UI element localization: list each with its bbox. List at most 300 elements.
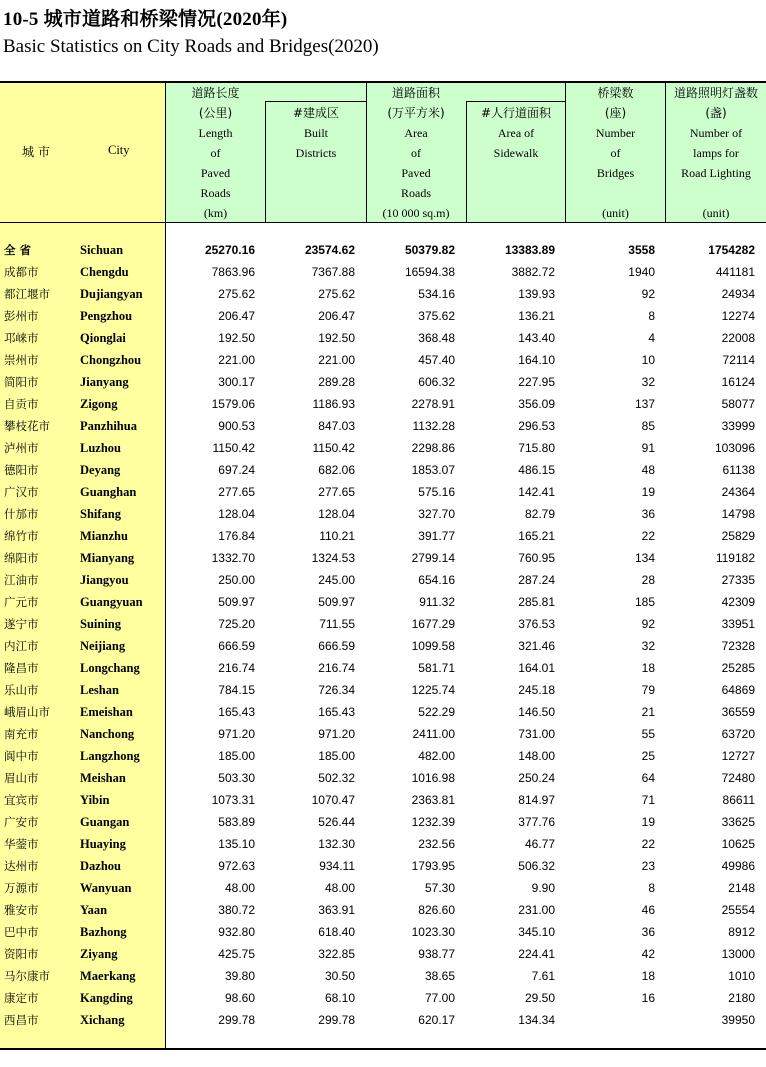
city-name-en: Guanghan <box>80 485 137 499</box>
city-name-cn: 江油市 <box>4 573 39 587</box>
cell-bridges: 25 <box>641 749 655 763</box>
cell-lamps: 24364 <box>721 485 755 499</box>
city-name-en: Nanchong <box>80 727 135 741</box>
cell-side: 356.09 <box>518 397 555 411</box>
city-name-cn: 自贡市 <box>4 397 39 411</box>
city-name-en: Guangan <box>80 815 130 829</box>
cell-built: 30.50 <box>324 969 355 983</box>
city-name-en: Jianyang <box>80 375 129 389</box>
cell-built: 275.62 <box>318 287 355 301</box>
cell-bridges: 32 <box>641 639 655 653</box>
city-name-en: Sichuan <box>80 243 124 257</box>
cell-area: 938.77 <box>418 947 455 961</box>
cell-area: 1677.29 <box>411 617 455 631</box>
city-name-cn: 乐山市 <box>4 683 39 697</box>
cell-built: 726.34 <box>318 683 355 697</box>
cell-built: 48.00 <box>324 881 355 895</box>
table-row <box>0 371 766 393</box>
cell-bridges: 18 <box>641 661 655 675</box>
bridges-unit-cn: (座) <box>604 106 627 120</box>
built-districts-en-1: Built <box>303 126 328 140</box>
cell-bridges: 134 <box>634 551 655 565</box>
city-name-cn: 达州市 <box>4 859 39 873</box>
city-name-en: Panzhihua <box>80 419 137 433</box>
cell-built: 1324.53 <box>311 551 355 565</box>
city-name-en: Meishan <box>80 771 126 785</box>
cell-area: 581.71 <box>418 661 455 675</box>
table-row <box>0 1009 766 1031</box>
city-name-en: Yibin <box>80 793 110 807</box>
table-row <box>0 635 766 657</box>
city-name-en: Maerkang <box>80 969 136 983</box>
cell-lamps: 441181 <box>715 265 755 279</box>
city-name-en: Pengzhou <box>80 309 133 323</box>
road-length-en-1: Length <box>198 126 233 140</box>
cell-bridges: 91 <box>641 441 655 455</box>
cell-side: 143.40 <box>518 331 555 345</box>
cell-area: 327.70 <box>418 507 455 521</box>
city-name-cn: 广元市 <box>4 595 39 609</box>
table-row <box>0 283 766 305</box>
cell-len: 1332.70 <box>211 551 255 565</box>
cell-side: 376.53 <box>518 617 555 631</box>
lamps-en-3: Road Lighting <box>681 166 751 180</box>
lamps-en-1: Number of <box>689 126 743 140</box>
road-area-en-3: Paved <box>401 166 431 180</box>
cell-area: 575.16 <box>418 485 455 499</box>
cell-area: 38.65 <box>424 969 455 983</box>
cell-built: 509.97 <box>318 595 355 609</box>
cell-area: 2278.91 <box>411 397 455 411</box>
cell-side: 224.41 <box>518 947 555 961</box>
cell-len: 39.80 <box>224 969 255 983</box>
cell-area: 522.29 <box>418 705 455 719</box>
cell-area: 1099.58 <box>411 639 455 653</box>
cell-lamps: 86611 <box>722 793 755 807</box>
cell-bridges: 22 <box>641 837 655 851</box>
cell-side: 142.41 <box>518 485 555 499</box>
city-name-en: Shifang <box>80 507 121 521</box>
page-title-cn: 10-5 城市道路和桥梁情况(2020年) <box>3 9 288 30</box>
city-name-cn: 都江堰市 <box>4 287 50 301</box>
cell-area: 826.60 <box>418 903 455 917</box>
cell-side: 165.21 <box>518 529 555 543</box>
cell-side: 3882.72 <box>511 265 555 279</box>
city-name-cn: 什邡市 <box>4 507 39 521</box>
cell-bridges: 22 <box>641 529 655 543</box>
city-name-en: Langzhong <box>80 749 140 763</box>
cell-built: 666.59 <box>318 639 355 653</box>
cell-area: 2411.00 <box>412 727 455 741</box>
header-bridges <box>566 83 665 223</box>
header-road-length <box>166 83 265 223</box>
table-row <box>0 987 766 1009</box>
cell-area: 1023.30 <box>411 925 455 939</box>
cell-built: 934.11 <box>319 859 355 873</box>
cell-bridges: 28 <box>641 573 655 587</box>
subheader-rule <box>265 101 366 102</box>
subheader-rule-2 <box>466 101 565 102</box>
cell-len: 666.59 <box>218 639 255 653</box>
lamps-cn: 道路照明灯盏数 <box>673 86 758 100</box>
cell-area: 1793.95 <box>411 859 455 873</box>
cell-area: 1016.98 <box>411 771 455 785</box>
table-row <box>0 613 766 635</box>
table-row <box>0 745 766 767</box>
cell-built: 299.78 <box>318 1013 355 1027</box>
cell-len: 206.47 <box>218 309 255 323</box>
cell-side: 250.24 <box>518 771 555 785</box>
cell-lamps: 25285 <box>721 661 755 675</box>
city-name-en: Chongzhou <box>80 353 142 367</box>
table-row <box>0 877 766 899</box>
cell-len: 725.20 <box>218 617 255 631</box>
cell-built: 363.91 <box>318 903 355 917</box>
sidewalk-en-2: Sidewalk <box>493 146 539 160</box>
cell-area: 1225.74 <box>411 683 455 697</box>
city-name-en: Qionglai <box>80 331 126 345</box>
sidewalk-cn: #人行道面积 <box>480 106 552 120</box>
bridges-en-1: Number <box>595 126 636 140</box>
cell-built: 971.20 <box>318 727 355 741</box>
cell-built: 502.32 <box>318 771 355 785</box>
table-row <box>0 393 766 415</box>
city-name-en: Zigong <box>80 397 118 411</box>
cell-side: 227.95 <box>518 375 555 389</box>
city-name-cn: 成都市 <box>4 265 39 279</box>
cell-area: 16594.38 <box>404 265 455 279</box>
cell-side: 814.97 <box>518 793 555 807</box>
cell-built: 1186.93 <box>312 397 355 411</box>
cell-lamps: 25554 <box>721 903 755 917</box>
cell-lamps: 72114 <box>722 353 755 367</box>
cell-lamps: 33625 <box>721 815 755 829</box>
cell-bridges: 185 <box>634 595 655 609</box>
cell-side: 13383.89 <box>504 243 555 257</box>
city-name-cn: 康定市 <box>4 991 39 1005</box>
cell-lamps: 63720 <box>721 727 755 741</box>
cell-side: 486.15 <box>518 463 555 477</box>
cell-bridges: 42 <box>641 947 655 961</box>
cell-built: 216.74 <box>318 661 355 675</box>
cell-lamps: 12727 <box>721 749 755 763</box>
city-name-en: Wanyuan <box>80 881 132 895</box>
cell-bridges: 10 <box>641 353 655 367</box>
cell-side: 377.76 <box>518 815 555 829</box>
city-name-en: Suining <box>80 617 122 631</box>
cell-len: 971.20 <box>218 727 255 741</box>
cell-built: 847.03 <box>318 419 355 433</box>
cell-built: 165.43 <box>318 705 355 719</box>
cell-len: 900.53 <box>218 419 255 433</box>
cell-len: 250.00 <box>218 573 255 587</box>
city-name-en: Longchang <box>80 661 140 675</box>
cell-lamps: 36559 <box>721 705 755 719</box>
city-name-cn: 雅安市 <box>4 903 39 917</box>
cell-built: 132.30 <box>318 837 355 851</box>
cell-len: 503.30 <box>218 771 255 785</box>
city-name-cn: 简阳市 <box>4 375 39 389</box>
cell-bridges: 92 <box>641 287 655 301</box>
cell-len: 697.24 <box>218 463 255 477</box>
road-length-unit-cn: (公里) <box>198 106 233 120</box>
cell-area: 620.17 <box>418 1013 455 1027</box>
city-name-cn: 彭州市 <box>4 309 39 323</box>
table-row <box>0 305 766 327</box>
cell-bridges: 92 <box>641 617 655 631</box>
cell-lamps: 33999 <box>721 419 755 433</box>
cell-area: 457.40 <box>418 353 455 367</box>
table-row <box>0 833 766 855</box>
table-row <box>0 415 766 437</box>
cell-bridges: 19 <box>641 815 655 829</box>
cell-area: 50379.82 <box>404 243 455 257</box>
cell-area: 77.00 <box>424 991 455 1005</box>
road-length-unit: (km) <box>203 206 228 220</box>
table-row <box>0 701 766 723</box>
bridges-unit: (unit) <box>602 206 629 220</box>
cell-bridges: 36 <box>641 925 655 939</box>
cell-built: 322.85 <box>318 947 355 961</box>
cell-side: 321.46 <box>518 639 555 653</box>
cell-built: 221.00 <box>318 353 355 367</box>
city-name-en: Dazhou <box>80 859 121 873</box>
cell-lamps: 42309 <box>721 595 755 609</box>
table-row <box>0 899 766 921</box>
cell-lamps: 24934 <box>721 287 755 301</box>
cell-lamps: 61138 <box>722 463 755 477</box>
page-title-en: Basic Statistics on City Roads and Bridges(2020) <box>3 36 379 57</box>
cell-bridges: 85 <box>641 419 655 433</box>
cell-area: 1132.28 <box>412 419 455 433</box>
sidewalk-en-1: Area of <box>497 126 535 140</box>
city-name-en: Yaan <box>80 903 108 917</box>
cell-len: 185.00 <box>218 749 255 763</box>
cell-bridges: 1940 <box>628 265 655 279</box>
cell-lamps: 25829 <box>721 529 755 543</box>
city-name-cn: 资阳市 <box>4 947 39 961</box>
cell-lamps: 1754282 <box>708 243 755 257</box>
header-built-districts <box>266 103 366 163</box>
cell-built: 618.40 <box>318 925 355 939</box>
table-row <box>0 525 766 547</box>
cell-bridges: 19 <box>641 485 655 499</box>
header-city-cn: 城 市 <box>22 145 50 159</box>
cell-lamps: 103096 <box>714 441 755 455</box>
city-name-cn: 德阳市 <box>4 463 39 477</box>
cell-side: 287.24 <box>518 573 555 587</box>
table-row <box>0 547 766 569</box>
cell-len: 784.15 <box>218 683 255 697</box>
cell-bridges: 8 <box>648 309 655 323</box>
cell-area: 375.62 <box>418 309 455 323</box>
cell-side: 245.18 <box>518 683 555 697</box>
cell-side: 296.53 <box>518 419 555 433</box>
cell-len: 192.50 <box>218 331 255 345</box>
cell-side: 46.77 <box>524 837 555 851</box>
cell-len: 98.60 <box>224 991 255 1005</box>
city-name-cn: 阆中市 <box>4 749 39 763</box>
city-name-cn: 峨眉山市 <box>4 705 50 719</box>
cell-len: 425.75 <box>218 947 255 961</box>
table-bottom-rule <box>0 1048 766 1050</box>
cell-lamps: 10625 <box>721 837 755 851</box>
road-length-en-2: of <box>210 146 221 160</box>
lamps-en-2: lamps for <box>693 146 739 160</box>
header-sidewalk <box>467 103 565 163</box>
city-name-cn: 内江市 <box>4 639 39 653</box>
cell-side: 82.79 <box>524 507 555 521</box>
cell-built: 206.47 <box>318 309 355 323</box>
header-city-en: City <box>108 143 130 157</box>
cell-len: 1579.06 <box>211 397 255 411</box>
bridges-cn: 桥梁数 <box>597 86 634 100</box>
cell-built: 711.55 <box>319 617 355 631</box>
cell-bridges: 4 <box>648 331 655 345</box>
cell-bridges: 46 <box>641 903 655 917</box>
cell-len: 380.72 <box>218 903 255 917</box>
cell-built: 1070.47 <box>311 793 355 807</box>
city-name-en: Bazhong <box>80 925 127 939</box>
cell-side: 285.81 <box>518 595 555 609</box>
cell-bridges: 16 <box>641 991 655 1005</box>
cell-bridges: 21 <box>641 705 655 719</box>
city-name-en: Luzhou <box>80 441 121 455</box>
city-name-en: Xichang <box>80 1013 125 1027</box>
cell-len: 165.43 <box>218 705 255 719</box>
city-name-cn: 隆昌市 <box>4 661 39 675</box>
cell-side: 231.00 <box>518 903 555 917</box>
city-name-cn: 马尔康市 <box>4 969 50 983</box>
cell-len: 932.80 <box>218 925 255 939</box>
cell-side: 345.10 <box>518 925 555 939</box>
cell-len: 1150.42 <box>212 441 255 455</box>
city-name-en: Dujiangyan <box>80 287 143 301</box>
cell-area: 232.56 <box>418 837 455 851</box>
city-name-cn: 宜宾市 <box>4 793 39 807</box>
city-name-cn: 万源市 <box>4 881 39 895</box>
table-row <box>0 943 766 965</box>
cell-len: 1073.31 <box>211 793 255 807</box>
cell-side: 7.61 <box>531 969 555 983</box>
city-name-en: Guangyuan <box>80 595 143 609</box>
city-name-en: Chengdu <box>80 265 129 279</box>
cell-lamps: 119182 <box>715 551 755 565</box>
cell-bridges: 55 <box>641 727 655 741</box>
cell-bridges: 71 <box>641 793 655 807</box>
cell-bridges: 23 <box>641 859 655 873</box>
table-row <box>0 789 766 811</box>
city-name-en: Ziyang <box>80 947 118 961</box>
cell-built: 23574.62 <box>304 243 355 257</box>
cell-bridges: 64 <box>641 771 655 785</box>
cell-bridges: 32 <box>641 375 655 389</box>
city-name-cn: 华蓥市 <box>4 837 39 851</box>
cell-lamps: 49986 <box>721 859 755 873</box>
built-districts-cn: #建成区 <box>292 106 340 120</box>
cell-lamps: 72480 <box>721 771 755 785</box>
city-name-cn: 绵阳市 <box>4 551 39 565</box>
cell-len: 7863.96 <box>211 265 255 279</box>
city-name-cn: 广汉市 <box>4 485 39 499</box>
cell-lamps: 72328 <box>721 639 755 653</box>
cell-len: 135.10 <box>218 837 255 851</box>
cell-bridges: 36 <box>641 507 655 521</box>
table-row <box>0 921 766 943</box>
cell-lamps: 39950 <box>721 1013 755 1027</box>
cell-area: 2298.86 <box>411 441 455 455</box>
cell-len: 583.89 <box>218 815 255 829</box>
header-lamps <box>666 83 766 223</box>
cell-bridges: 48 <box>641 463 655 477</box>
cell-len: 48.00 <box>224 881 255 895</box>
cell-len: 221.00 <box>218 353 255 367</box>
cell-side: 164.01 <box>518 661 555 675</box>
cell-area: 2799.14 <box>411 551 455 565</box>
road-area-cn: 道路面积 <box>391 86 440 100</box>
cell-bridges: 137 <box>634 397 655 411</box>
city-name-cn: 遂宁市 <box>4 617 39 631</box>
cell-len: 25270.16 <box>204 243 255 257</box>
road-area-en-2: of <box>411 146 421 160</box>
cell-lamps: 16124 <box>721 375 755 389</box>
cell-area: 2363.81 <box>411 793 455 807</box>
cell-area: 57.30 <box>424 881 455 895</box>
cell-built: 110.21 <box>319 529 355 543</box>
city-name-en: Mianyang <box>80 551 135 565</box>
cell-built: 682.06 <box>318 463 355 477</box>
table-row <box>0 349 766 371</box>
cell-area: 606.32 <box>418 375 455 389</box>
cell-len: 176.84 <box>218 529 255 543</box>
header-road-area <box>367 83 465 223</box>
city-name-cn: 广安市 <box>4 815 39 829</box>
cell-side: 506.32 <box>518 859 555 873</box>
cell-len: 216.74 <box>218 661 255 675</box>
cell-len: 972.63 <box>218 859 255 873</box>
cell-built: 68.10 <box>324 991 355 1005</box>
cell-bridges: 3558 <box>628 243 655 257</box>
city-name-cn: 泸州市 <box>4 441 39 455</box>
cell-side: 139.93 <box>518 287 555 301</box>
city-name-cn: 邛崃市 <box>4 331 39 345</box>
city-name-cn: 西昌市 <box>4 1013 39 1027</box>
cell-area: 1853.07 <box>411 463 455 477</box>
cell-side: 164.10 <box>518 353 555 367</box>
bridges-en-3: Bridges <box>596 166 635 180</box>
city-name-cn: 巴中市 <box>4 925 39 939</box>
cell-len: 275.62 <box>218 287 255 301</box>
cell-len: 128.04 <box>218 507 255 521</box>
lamps-unit-cn: (盏) <box>705 106 727 120</box>
city-name-cn: 全 省 <box>4 243 32 257</box>
city-name-en: Jiangyou <box>80 573 129 587</box>
road-area-en-4: Roads <box>401 186 431 200</box>
cell-built: 526.44 <box>318 815 355 829</box>
cell-len: 299.78 <box>218 1013 255 1027</box>
city-name-cn: 南充市 <box>4 727 39 741</box>
cell-area: 1232.39 <box>411 815 455 829</box>
cell-bridges: 8 <box>648 881 655 895</box>
cell-built: 192.50 <box>318 331 355 345</box>
table-row <box>0 239 766 261</box>
cell-side: 9.90 <box>531 881 555 895</box>
cell-area: 482.00 <box>418 749 455 763</box>
cell-bridges: 18 <box>641 969 655 983</box>
cell-area: 911.32 <box>419 595 455 609</box>
cell-built: 1150.42 <box>312 441 355 455</box>
cell-side: 148.00 <box>518 749 555 763</box>
